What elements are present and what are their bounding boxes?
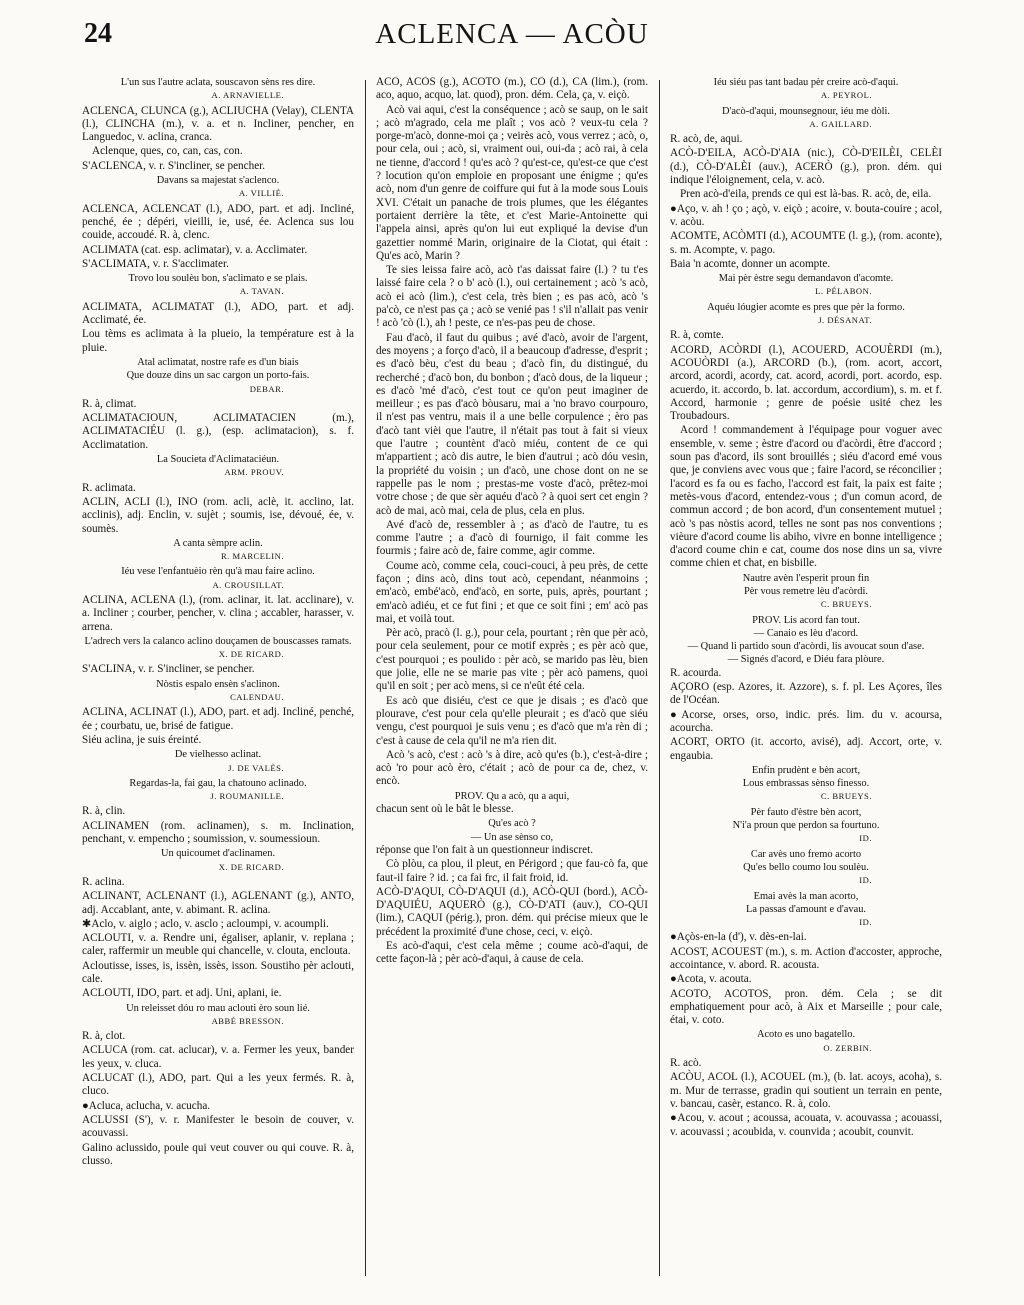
- dictionary-entry: ACLINANT, ACLENANT (l.), AGLENANT (g.), ANTO, adj. Accablant, ante, v. abimant. R. aclina.: [82, 890, 354, 916]
- dictionary-entry: ACORD, ACÒRDI (l.), ACOUERD, ACOUÈRDI (m.), ACOUÒRDI (a.), ARCORD (b.), (rom. acort, accort, arcord, acordi, acordy, cat. acord, acordi, port. acordo, esp. acuerdo, it. accordo, b. lat. accordum, accordium), s. m. et f. Accord, harmonie ; genre de poésie usité chez les Troubadours.: [670, 343, 942, 423]
- quotation: La Soucieta d'Aclimataciéun.: [156, 454, 280, 466]
- dictionary-entry: R. à, clot.: [82, 1030, 126, 1043]
- citation-author: X. DE RICARD.: [218, 861, 284, 872]
- quotation: Pèr vous remetre lèu d'acòrdi.: [744, 585, 868, 597]
- citation-author: J. ROUMANILLE.: [210, 791, 284, 802]
- quotation: Regardas-la, fai gau, la chatouno aclinado.: [129, 777, 307, 789]
- dictionary-entry: ACÒ-D'AQUI, CÒ-D'AQUI (d.), ACÒ-QUI (bord.), ACÒ-D'AQUIÉU, AQUERÒ (g.), CÒ-D'ATI (auv.), CO-QUI (lim.), CAQUI (périg.), pron. dém. qui précise mieux que le précédent la proximité d'une chose, ceci, v. eiçò.: [376, 885, 648, 938]
- dictionary-entry: ACLUSSI (S'), v. r. Manifester le besoin de couver, v. acouvassi.: [82, 1113, 354, 1140]
- dictionary-entry: Acò vai aqui, c'est la conséquence ; acò se saup, on le sait ; acò m'agrado, cela me plaît ; vos acò ? veux-tu cela ? porge-m'acò, donne-moi ça ; veirès acò, vous verrez ; acò, o, pour cela, oui ; acò, si, vraiment oui, oui-da ; acò rai, à cela ne tienne, d'accord ! qu'es acò ? qu'est-ce, qu'est-ce que c'est ? locution qu'on emploie en proposant une énigme ; qu'es acò, nom d'un genre de coiffure qui fut à la mode sous Louis XVI. C'était un panache de trois plumes, que les élégantes portaient derrière la tête, et c'est Marie-Antoinette qui l'appela ainsi, après qu'on lui eut expliqué la devise d'un gazettier nommé Marin, originaire de la Ciotat, qui était : Qu'es acò, Marin ?: [376, 103, 648, 262]
- column-right: [670, 76, 942, 1276]
- citation-author: C. BRUEYS.: [820, 791, 872, 802]
- dictionary-entry: ACLINA, ACLENA (l.), (rom. aclinar, it. lat. acclinare), v. a. Incliner ; courber, pencher, v. clina ; accabler, harasser, v. arrena.: [82, 593, 354, 633]
- text-columns: [82, 76, 948, 1286]
- dictionary-entry: ACÒU, ACOL (l.), ACOUEL (m.), (b. lat. acoys, acoha), s. m. Mur de terrasse, gradin qui soutient un terrain en pente, v. bancau, casèr, estanco. R. à, colo.: [670, 1071, 942, 1110]
- dictionary-entry: ACLENCA, CLUNCA (g.), ACLIUCHA (Velay), CLENTA (l.), CLINCHA (m.), v. a. et n. Incliner, pencher, en Languedoc, v. aclina, cranca.: [82, 104, 354, 144]
- dictionary-entry: ACLOUTI, IDO, part. et adj. Uni, aplani, ie.: [82, 987, 282, 1000]
- dictionary-entry: ACLOUTI, v. a. Rendre uni, égaliser, aplanir, v. replana ; caler, raffermir un meuble qui chancelle, v. clouta, enclouta.: [82, 932, 354, 958]
- dictionary-entry: réponse que l'on fait à un questionneur indiscret.: [376, 843, 594, 856]
- quotation: N'i'a proun que perdon sa fourtuno.: [732, 820, 880, 832]
- quotation: Emai avès la man acorto,: [753, 890, 859, 902]
- column-middle: [376, 76, 648, 1276]
- quotation: Un quicoumet d'aclinamen.: [160, 848, 276, 860]
- column-left: [82, 76, 354, 1276]
- quotation: PROV. Lis acord fan tout.: [752, 614, 860, 626]
- citation-author: ID.: [859, 917, 872, 928]
- dictionary-entry: R. acò.: [670, 1057, 702, 1070]
- dictionary-entry: R. acourda.: [670, 666, 722, 679]
- quotation: — Quand li partido soun d'acòrdi, lis avoucat soun d'ase.: [687, 641, 925, 653]
- page-header: [0, 12, 1024, 54]
- citation-author: DEBAR.: [249, 383, 284, 394]
- dictionary-entry: ACLIMATACIOUN, ACLIMATACIEN (m.), ACLIMATACIÉU (l. g.), (esp. aclimatacion), s. f. Acclimatation.: [82, 412, 354, 451]
- citation-author: R. MARCELIN.: [220, 551, 284, 562]
- dictionary-entry: Acloutisse, isses, is, issèn, issès, isson. Soustiho pèr aclouti, cale.: [82, 959, 354, 985]
- dictionary-entry: Te sies leissa faire acò, acò t'as daissat faire (l.) ? tu t'es laissé faire cela ? o b' acò (l.), oui certainement ; acò 's acò, acò ei acò (lim.), c'est cela, très bien ; es pas acò, acò 's pa'cò, ce n'est pas ça ; acò se venié pas ! s'il n'allait pas venir ! acò 'cò (l.), ah ! peste, ce n'es-pas peu de chose.: [376, 264, 648, 330]
- running-title: ACLENCA — ACÒU: [375, 18, 649, 50]
- quotation: — Un ase sènso co,: [470, 831, 554, 843]
- dictionary-entry: ACOST, ACOUEST (m.), s. m. Action d'accoster, approche, accointance, v. abord. R. acousta.: [670, 945, 942, 971]
- dictionary-entry: S'ACLIMATA, v. r. S'acclimater.: [82, 257, 229, 270]
- dictionary-entry: ●Acluca, aclucha, v. acucha.: [82, 1099, 211, 1112]
- dictionary-entry: ●Acou, v. acout ; acoussa, acouata, v. acouvassa ; acouassi, v. acouvassi ; acoubida, v. counvida ; acoubit, counvit.: [670, 1112, 942, 1138]
- quotation: A canta sèmpre aclin.: [173, 537, 263, 549]
- quotation: Aquéu lóugier acomte es pres que pèr la formo.: [707, 301, 905, 313]
- dictionary-entry: ACÒ, ACÒS (g.), ACOTO (m.), CÒ (d.), CA (lim.), (rom. aco, aquo, acquo, lat. quod), pron. dém. Cela, ça, v. eiçò.: [376, 76, 648, 102]
- dictionary-entry: Acord ! commandement à l'équipage pour voguer avec ensemble, v. seme ; èstre d'acord ou d'acòrdi, être d'accord ; soun pas d'acord, ils sont brouillés ; siéu d'acord emé vous que, je conviens avec vous que ; faire l'acord, se réconcilier ; l'acord es fa ou es facho, l'accord est fait, la paix est faite ; metès-vous d'acord, entendez-vous ; d'un comun acord, de commun accord ; de bon acord, d'un consentement mutuel ; acò 's pas nòstis acord, telles ne sont pas nos conventions ; vièure d'acord coume lis abiho, vivre en bonne intelligence ; d'acord coume chin e cat, coume dos nose dins un sa, vivre comme chien et chat, en bisbille.: [670, 424, 942, 570]
- quotation: Lous embrassas sènso finesso.: [742, 778, 870, 790]
- dictionary-entry: S'ACLENCA, v. r. S'incliner, se pencher.: [82, 159, 266, 172]
- dictionary-entry: ACLUCA (rom. cat. aclucar), v. a. Fermer les yeux, bander les yeux, v. cluca.: [82, 1044, 354, 1070]
- dictionary-entry: ✱Aclo, v. aiglo ; aclo, v. asclo ; acloumpi, v. acoumpli.: [82, 917, 329, 930]
- dictionary-entry: Siéu aclina, je suis éreinté.: [82, 733, 202, 746]
- dictionary-entry: ACLIN, ACLI (l.), INO (rom. acli, aclè, it. acclino, lat. acclinis), adj. Enclin, v. sujèt ; soumis, ise, dévoué, ée, v. soumès.: [82, 495, 354, 535]
- citation-author: A. CROUSILLAT.: [212, 579, 284, 590]
- citation-author: L. PÉLABON.: [815, 286, 872, 297]
- citation-author: X. DE RICARD.: [218, 649, 284, 660]
- citation-author: ARM. PROUV.: [224, 467, 284, 478]
- dictionary-entry: Es acò-d'aqui, c'est cela même ; coume acò-d'aqui, de cette façon-là ; pèr acò-d'aqui, à cause de cela.: [376, 940, 648, 966]
- dictionary-entry: S'ACLINA, v. r. S'incliner, se pencher.: [82, 663, 255, 676]
- quotation: Mai pèr èstre segu demandavon d'acomte.: [718, 273, 894, 285]
- dictionary-entry: ACLIMATA (cat. esp. aclimatar), v. a. Acclimater.: [82, 243, 308, 256]
- quotation: De vielhesso aclinat.: [174, 749, 262, 761]
- citation-author: ABBÉ BRESSON.: [211, 1015, 284, 1026]
- citation-author: CALENDAU.: [230, 692, 284, 703]
- dictionary-entry: Fau d'acò, il faut du quibus ; avé d'acò, avoir de l'argent, des moyens ; a forço d'acò, il a beaucoup d'adresse, d'esprit ; es d'acò bèu, c'est du beau ; d'acò fin, du distingué, du recherché ; d'acò bon, du bonbon ; d'acò dous, de la liqueur ; es d'acò 'mé d'acò, c'est tout ce qu'on peut imaginer de meilleur ; es pas d'acò bòusaru, mai a 'no bravo courpouro, il n'est pas ventru, mais il a une belle corpulence ; èro pas d'acò tant vièi que l'autre, il n'était pas tout à fait si vieux que l'autre ; countènt d'acò miéu, content de ce qui m'appartient ; acò dis autre, le bien d'autrui ; acò dóu vesin, la propriété du voisin ; un d'acò, une chose dont on ne se rappelle pas le nom ; prestas-me voste d'acò, prêtez-moi votre chose ; de que sèr aquéu d'acò ? à quoi sert cet engin ? acò de mai, acò mai, cela de plus, cela en plus.: [376, 331, 648, 517]
- dictionary-entry: ACÒ-D'EILA, ACÒ-D'AIA (nic.), CÒ-D'EILÈI, CELÈI (d.), CÒ-D'ALÈI (auv.), ACERÒ (g.), pron. dém. qui indique l'éloignement, cela, v. acò.: [670, 147, 942, 187]
- quotation: Trovo lou soulèu bon, s'aclimato e se plais.: [128, 273, 308, 285]
- quotation: Un releisset dóu ro mau aclouti èro soun lié.: [126, 1002, 310, 1014]
- quotation: L'un sus l'autre aclata, souscavon sèns res dire.: [120, 77, 316, 88]
- quotation: Iéu vese l'enfantuèio rèn qu'à mau faire aclino.: [121, 566, 315, 578]
- column-divider: [659, 80, 660, 1276]
- citation-author: A. GAILLARD.: [809, 118, 872, 129]
- citation-author: O. ZERBIN.: [823, 1042, 872, 1053]
- dictionary-entry: R. aclimata.: [82, 481, 136, 494]
- dictionary-entry: ACLENCA, ACLENCAT (l.), ADO, part. et adj. Incliné, penché, ée ; dépéri, vieilli, ie, usé, ée. Aclenca sus lou couide, accoudé. R. à, clenc.: [82, 202, 354, 242]
- dictionary-entry: ●Açòs-en-la (d'), v. dès-en-lai.: [670, 931, 807, 944]
- dictionary-entry: Avé d'acò de, ressembler à ; as d'acò de l'autre, tu es comme l'autre ; a d'acò di fournigo, il fait comme les fourmis ; faire acò de, faire comme, agir comme.: [376, 518, 648, 558]
- quotation: Iéu siéu pas tant badau pèr creire acò-d'aqui.: [713, 77, 899, 88]
- citation-author: J. DE VALÈS.: [228, 762, 284, 773]
- dictionary-entry: ACOMTE, ACÒMTI (d.), ACOUMTE (l. g.), (rom. aconte), s. m. Acompte, v. pago.: [670, 230, 942, 256]
- citation-author: A. PEYROL.: [820, 90, 872, 101]
- citation-author: ID.: [859, 833, 872, 844]
- quotation: Pèr fauto d'èstre bèn acort,: [750, 806, 862, 818]
- citation-author: C. BRUEYS.: [820, 599, 872, 610]
- dictionary-entry: R. à, climat.: [82, 397, 137, 410]
- dictionary-entry: Galino aclussido, poule qui veut couver ou qui couve. R. à, clusso.: [82, 1141, 354, 1167]
- quotation: Qu'es acò ?: [488, 818, 536, 830]
- column-divider: [365, 80, 366, 1276]
- dictionary-entry: R. aclina.: [82, 875, 125, 888]
- dictionary-entry: Cò plòu, ca plou, il pleut, en Périgord ; que fau-cò fa, que faut-il faire ? id. ; ca fai frc, il fait froid, id.: [376, 858, 648, 884]
- citation-author: ID.: [859, 875, 872, 886]
- dictionary-entry: R. acò, de, aqui.: [670, 133, 743, 146]
- page-number: 24: [84, 18, 112, 49]
- dictionary-entry: Pèr acò, pracò (l. g.), pour cela, pourtant ; rèn que pèr acò, pour cela seulement, pour ce motif exprès ; es pèr acò que, c'est pourquoi ; es poulido : pèr acò, se marido pas lèu, bien que jolie, elle ne se marie pas vite ; pèr acò pamens, quoi qu'il en soit ; per acò mens, si ce n'eût été cela.: [376, 627, 648, 693]
- dictionary-entry: ACLUCAT (l.), ADO, part. Qui a les yeux fermés. R. à, cluco.: [82, 1072, 354, 1098]
- quotation: L'adrech vers la calanco aclino douçamen de bouscasses ramats.: [84, 635, 352, 647]
- citation-author: J. DÉSANAT.: [818, 315, 872, 326]
- dictionary-entry: Lou tèms es aclimata à la plueio, la température est à la pluie.: [82, 328, 354, 354]
- citation-author: A. TAVAN.: [239, 286, 284, 297]
- dictionary-entry: Acò 's acò, c'est : acò 's à dire, acò qu'es (b.), c'est-à-dire ; acò 'ro pour acò èro, c'était ; acò de pour ca de, chez, v. encò.: [376, 748, 648, 788]
- dictionary-entry: ACLINA, ACLINAT (l.), ADO, part. et adj. Incliné, penché, ée ; courbatu, ue, brisé de fatigue.: [82, 706, 354, 732]
- quotation: Car avès uno fremo acorto: [750, 848, 862, 860]
- quotation: La passas d'amount e d'avau.: [745, 903, 867, 915]
- quotation: PROV. Qu a acò, qu a aqui,: [454, 790, 570, 802]
- dictionary-entry: ACORT, ORTO (it. accorto, avisé), adj. Accort, orte, v. engaubia.: [670, 736, 942, 762]
- dictionary-entry: Baia 'n acomte, donner un acompte.: [670, 257, 831, 270]
- quotation: Nautre avèn l'esperit proun fin: [742, 572, 870, 584]
- dictionary-entry: Coume acò, comme cela, couci-couci, à peu près, de cette façon ; dins acò, dins tout acò, cependant, néanmoins ; em'acò, embé'acò, end'acò, en sorte, puis, après, pourtant ; em'acò adiéu, et ce fut fini ; et que ce soit fini ; em' acò pas mai, et voilà tout.: [376, 559, 648, 625]
- dictionary-entry: Aclenque, ques, co, can, cas, con.: [92, 145, 243, 158]
- dictionary-entry: Es acò que disiéu, c'est ce que je disais ; es d'acò que plourave, c'est pour cela qu'elle pleurait ; es d'acò que siéu vengu, c'est pourquoi je suis venu ; es d'acò que m'a rèn di ; c'est à cause de cela qu'il ne m'a rien dit.: [376, 694, 648, 747]
- quotation: Nòstis espalo ensèn s'aclinon.: [156, 678, 280, 690]
- quotation: Qu'es bello coumo lou soulèu.: [743, 861, 869, 873]
- dictionary-entry: AÇORO (esp. Azores, it. Azzore), s. f. pl. Les Açores, îles de l'Océan.: [670, 681, 942, 707]
- quotation: Que douze dins un sac cargon un porto-fais.: [126, 370, 310, 382]
- quotation: — Canaio es lèu d'acord.: [753, 627, 859, 639]
- dictionary-entry: R. à, comte.: [670, 329, 724, 342]
- dictionary-entry: ●Aço, v. ah ! ço ; açò, v. eiçò ; acoire, v. bouta-couire ; acol, v. acòu.: [670, 202, 942, 228]
- dictionary-entry: ●Acota, v. acouta.: [670, 973, 752, 986]
- citation-author: A. VILLIÉ.: [238, 188, 284, 199]
- dictionary-entry: ACLIMATA, ACLIMATAT (l.), ADO, part. et adj. Acclimaté, ée.: [82, 300, 354, 327]
- dictionary-entry: Pren acò-d'eila, prends ce qui est là-bas. R. acò, de, eila.: [680, 188, 932, 201]
- quotation: — Signés d'acord, e Diéu fara plòure.: [727, 654, 885, 666]
- dictionary-entry: R. à, clin.: [82, 805, 126, 818]
- quotation: Acoto es uno bagatello.: [756, 1029, 856, 1041]
- quotation: D'acò-d'aqui, mounsegnour, iéu me dòli.: [721, 105, 891, 117]
- quotation: Davans sa majestat s'aclenco.: [156, 175, 280, 187]
- citation-author: A. ARNAVIELLE.: [211, 90, 284, 101]
- dictionary-entry: chacun sent où le bât le blesse.: [376, 803, 514, 816]
- quotation: Enfin prudènt e bèn acort,: [751, 764, 861, 776]
- dictionary-entry: ACOTO, ACOTOS, pron. dém. Cela ; se dit emphatiquement pour acò, à Aix et Marseille ; pour cale, étai, v. coto.: [670, 987, 942, 1027]
- quotation: Atal aclimatat, nostre rafe es d'un biais: [137, 356, 299, 368]
- dictionary-entry: ●Acorse, orses, orso, indic. prés. lim. du v. acoursa, acourcha.: [670, 708, 942, 734]
- dictionary-entry: ACLINAMEN (rom. aclinamen), s. m. Inclination, penchant, v. empencho ; soumission, v. soumessioun.: [82, 819, 354, 846]
